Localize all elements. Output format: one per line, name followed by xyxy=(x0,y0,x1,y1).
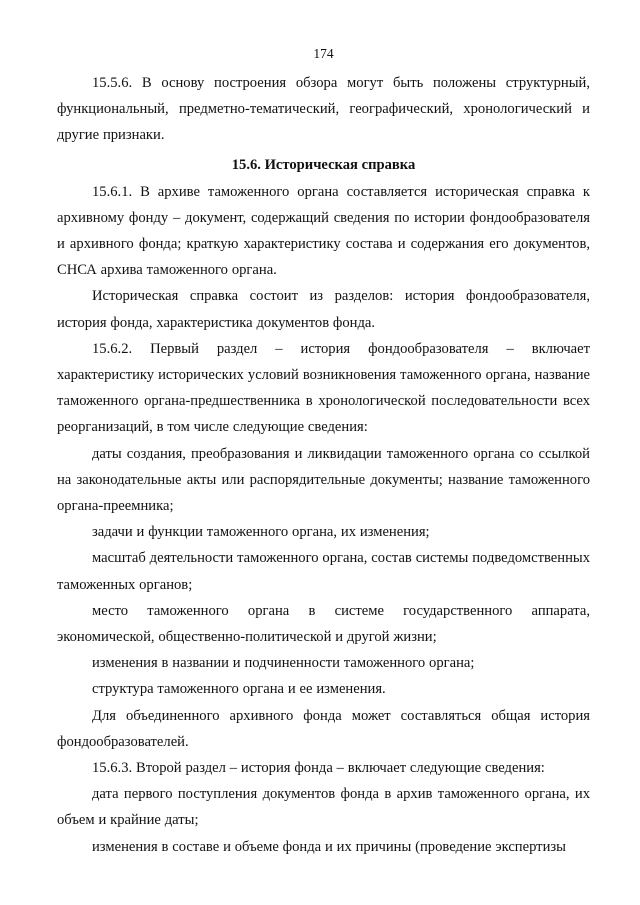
paragraph-15-6-2: 15.6.2. Первый раздел – история фондообразователя – включает характеристику исторических условий возникновения таможенного органа, название таможенного органа-предшественника в хронологической последовательности всех реорганизаций, в том числе следующие сведения: xyxy=(57,340,590,436)
paragraph-sections-list: Историческая справка состоит из разделов: история фондообразователя, история фонда, характеристика документов фонда. xyxy=(57,288,590,331)
list-item-first-receipt: дата первого поступления документов фонда в архив таможенного органа, их объем и крайние даты; xyxy=(57,786,590,829)
page-number: 174 xyxy=(313,46,334,61)
paragraph-15-5-6: 15.5.6. В основу построения обзора могут быть положены структурный, функциональный, предметно-тематический, географический, хронологический и другие признаки. xyxy=(57,75,590,144)
list-item-structure: структура таможенного органа и ее изменения. xyxy=(92,681,386,698)
paragraph-15-6-3: 15.6.3. Второй раздел – история фонда – включает следующие сведения: xyxy=(92,760,545,777)
paragraph-combined-fund: Для объединенного архивного фонда может составляться общая история фондообразователей. xyxy=(57,707,590,750)
list-item-place: место таможенного органа в системе государственного аппарата, экономической, общественно-политической и другой жизни; xyxy=(57,602,590,646)
paragraph-15-6-1: 15.6.1. В архиве таможенного органа составляется историческая справка к архивному фонду – документ, содержащий сведения по истории фондообразователя и архивного фонда; краткую характеристику состава и содержания его документов, СНСА архива таможенного органа. xyxy=(57,183,590,279)
list-item-dates: даты создания, преобразования и ликвидации таможенного органа со ссылкой на законодательные акты или распорядительные документы; название таможенного органа-преемника; xyxy=(57,445,590,515)
document-page xyxy=(57,44,590,860)
list-item-tasks: задачи и функции таможенного органа, их изменения; xyxy=(92,524,430,541)
list-item-name-changes: изменения в названии и подчиненности таможенного органа; xyxy=(92,655,475,672)
list-item-changes-in-fund: изменения в составе и объеме фонда и их причины (проведение экспертизы xyxy=(92,838,566,855)
list-item-scale: масштаб деятельности таможенного органа, состав системы подведомственных таможенных органов; xyxy=(57,550,590,593)
section-heading: 15.6. Историческая справка xyxy=(231,156,416,173)
